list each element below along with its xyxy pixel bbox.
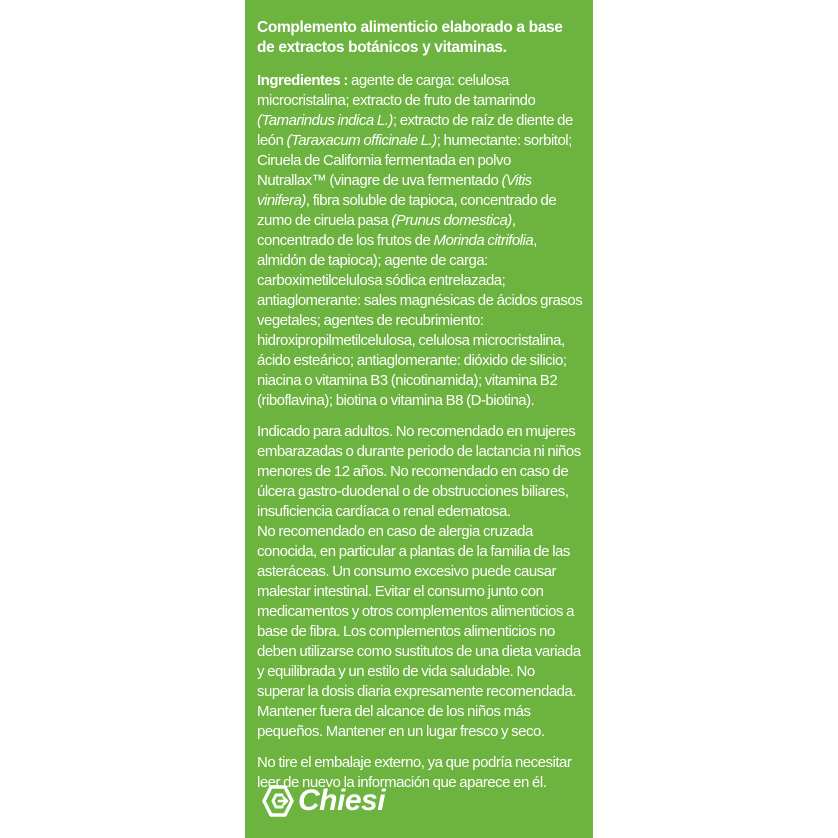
packaging-note: No tire el embalaje externo, ya que podría necesitar leer de nuevo la información que aparece en él. xyxy=(257,754,572,791)
ingredients-latin-3: (Vitis vinifera) xyxy=(257,172,532,209)
ingredients-latin-1: (Tamarindus indica L.) xyxy=(257,112,393,129)
ingredients-label: Ingredientes : xyxy=(257,72,348,89)
ingredients-text-3: ; humectante: sorbitol; Ciruela de California fermentada en polvo Nutrallax™ (vinagre de uva fermentado xyxy=(257,132,572,189)
ingredients-latin-5: Morinda citrifolia xyxy=(433,232,534,249)
ingredients-latin-2: (Taraxacum officinale L.) xyxy=(286,132,437,149)
label-panel xyxy=(245,0,593,838)
ingredients-text-1: agente de carga: celulosa microcristalina; extracto de fruto de tamarindo xyxy=(257,72,536,109)
ingredients-text-6: , almidón de tapioca); agente de carga: carboximetilcelulosa sódica entrelazada; antiaglomerante: sales magnésicas de ácidos grasos vegetales; agentes de recubrimiento: hidroxipropilmetilcelulosa, celulosa microcristalina, ácido esteárico; antiaglomerante: dióxido de silicio; niacina o vitamina B3 (nicotinamida); vitamina B2 (riboflavina); biotina o vitamina B8 (D-biotina). xyxy=(257,232,583,409)
warning-text-2: No recomendado en caso de alergia cruzada conocida, en particular a plantas de la familia de las asteráceas. Un consumo excesivo puede causar malestar intestinal. Evitar el consumo junto con medicamentos y otros complementos alimenticios a base de fibra. Los complementos alimenticios no deben utilizarse como sustitutos de una dieta variada y equilibrada y un estilo de vida saludable. No superar la dosis diaria expresamente recomendada. Mantener fuera del alcance de los niños más pequeños. Mantener en un lugar fresco y seco. xyxy=(257,523,581,740)
warning-text-1: Indicado para adultos. No recomendado en mujeres embarazadas o durante periodo de lactancia ni niños menores de 12 años. No recomendado en caso de úlcera gastro-duodenal o de obstrucciones biliares, insuficiencia cardíaca o renal edematosa. xyxy=(257,423,581,520)
ingredients-text-4: , fibra soluble de tapioca, concentrado de zumo de ciruela pasa xyxy=(257,192,557,229)
ingredients-text-2: ; extracto de raíz de diente de león xyxy=(257,112,573,149)
product-description: Complemento alimenticio elaborado a base de extractos botánicos y vitaminas. xyxy=(257,19,563,56)
warnings-paragraph xyxy=(257,422,583,742)
ingredients-paragraph xyxy=(257,71,583,411)
ingredients-text-5: , concentrado de los frutos de xyxy=(257,212,516,249)
brand-name: Chiesi xyxy=(298,784,386,817)
chiesi-logo-icon xyxy=(261,784,295,818)
ingredients-latin-4: (Prunus domestica) xyxy=(391,212,512,229)
brand-logo xyxy=(261,784,385,818)
